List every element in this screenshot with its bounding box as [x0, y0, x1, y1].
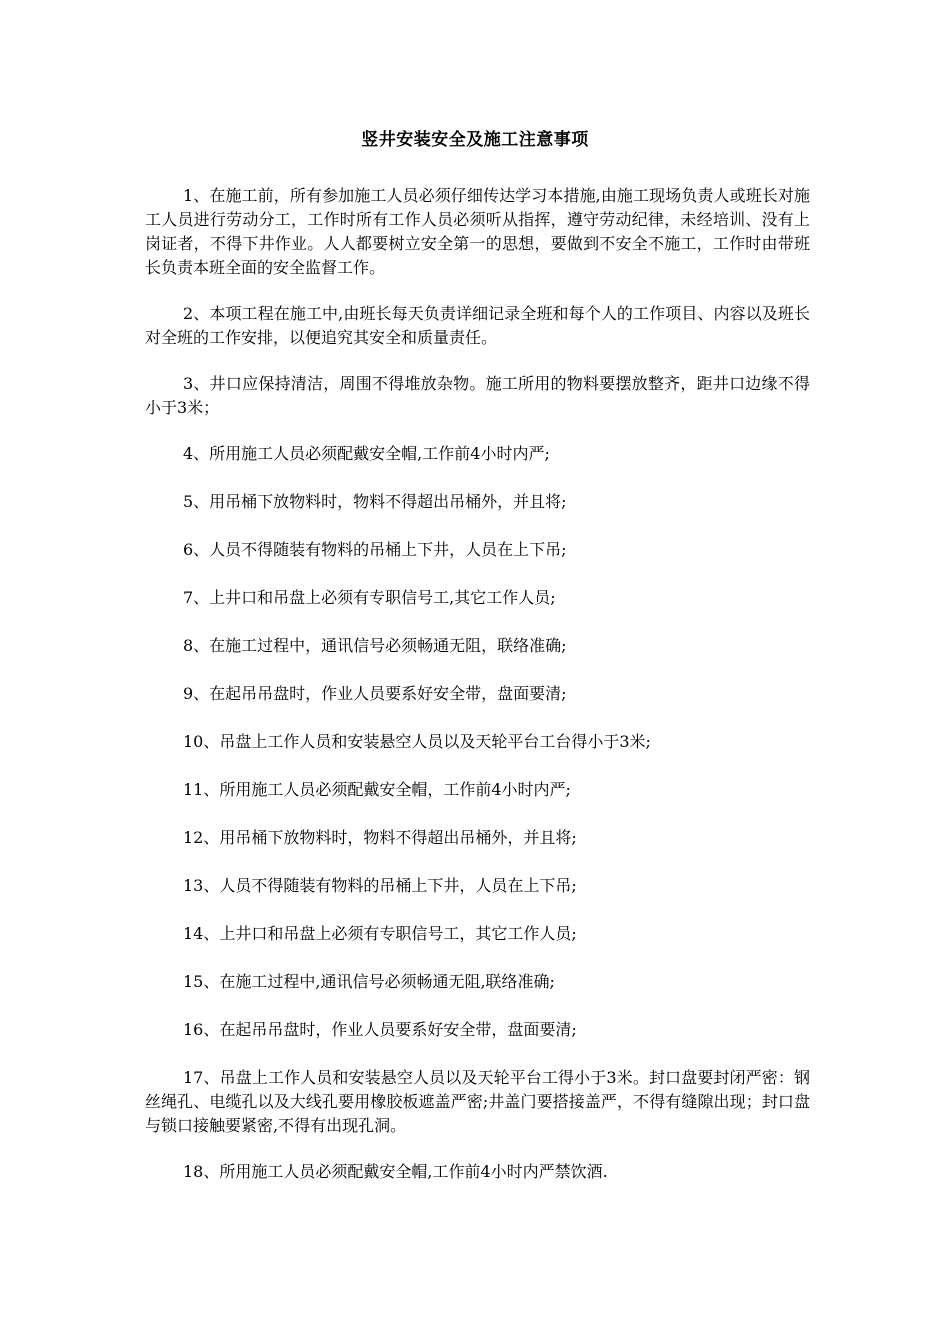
paragraph-15: 15、在施工过程中,通讯信号必须畅通无阻,联络准确; [183, 972, 555, 991]
paragraph-12: 12、用吊桶下放物料时，物料不得超出吊桶外，并且将; [183, 828, 577, 847]
paragraph-13: 13、人员不得随装有物料的吊桶上下井，人员在上下吊; [183, 876, 577, 895]
paragraph-2: 2、本项工程在施工中,由班长每天负责详细记录全班和每个人的工作项目、内容以及班长对全班的工作安排，以便追究其安全和质量责任。 [145, 304, 810, 347]
paragraph-1: 1、在施工前，所有参加施工人员必须仔细传达学习本措施,由施工现场负责人或班长对施工人员进行劳动分工，工作时所有工作人员必须听从指挥，遵守劳动纪律，未经培训、没有上岗证者，不得下井作业。人人都要树立安全第一的思想，要做到不安全不施工，工作时由带班长负责本班全面的安全监督工作。 [145, 186, 810, 277]
paragraph-14: 14、上井口和吊盘上必须有专职信号工，其它工作人员; [183, 924, 577, 943]
paragraph-7: 7、上井口和吊盘上必须有专职信号工,其它工作人员; [183, 588, 556, 607]
paragraph-17: 17、吊盘上工作人员和安装悬空人员以及天轮平台工得小于3米。封口盘要封闭严密：钢丝绳孔、电缆孔以及大线孔要用橡胶板遮盖严密;井盖门要搭接盖严，不得有缝隙出现；封口盘与锁口接触要紧密,不得有出现孔洞。 [145, 1068, 810, 1135]
document-title: 竖井安装安全及施工注意事项 [361, 130, 589, 150]
paragraph-9: 9、在起吊吊盘时，作业人员要系好安全带，盘面要清; [183, 684, 567, 703]
paragraph-4: 4、所用施工人员必须配戴安全帽,工作前4小时内严; [183, 444, 550, 463]
paragraph-10: 10、吊盘上工作人员和安装悬空人员以及天轮平台工台得小于3米; [183, 732, 651, 751]
paragraph-16: 16、在起吊吊盘时，作业人员要系好安全带，盘面要清; [183, 1020, 577, 1039]
paragraph-5: 5、用吊桶下放物料时，物料不得超出吊桶外，并且将; [183, 492, 567, 511]
paragraph-6: 6、人员不得随装有物料的吊桶上下井，人员在上下吊; [183, 540, 567, 559]
paragraph-18: 18、所用施工人员必须配戴安全帽,工作前4小时内严禁饮酒. [183, 1162, 608, 1181]
paragraph-3: 3、井口应保持清洁，周围不得堆放杂物。施工所用的物料要摆放整齐，距井口边缘不得小于3米； [145, 374, 810, 417]
document-body [145, 184, 810, 1206]
paragraph-11: 11、所用施工人员必须配戴安全帽，工作前4小时内严; [183, 780, 571, 799]
paragraph-8: 8、在施工过程中，通讯信号必须畅通无阻，联络准确; [183, 636, 567, 655]
